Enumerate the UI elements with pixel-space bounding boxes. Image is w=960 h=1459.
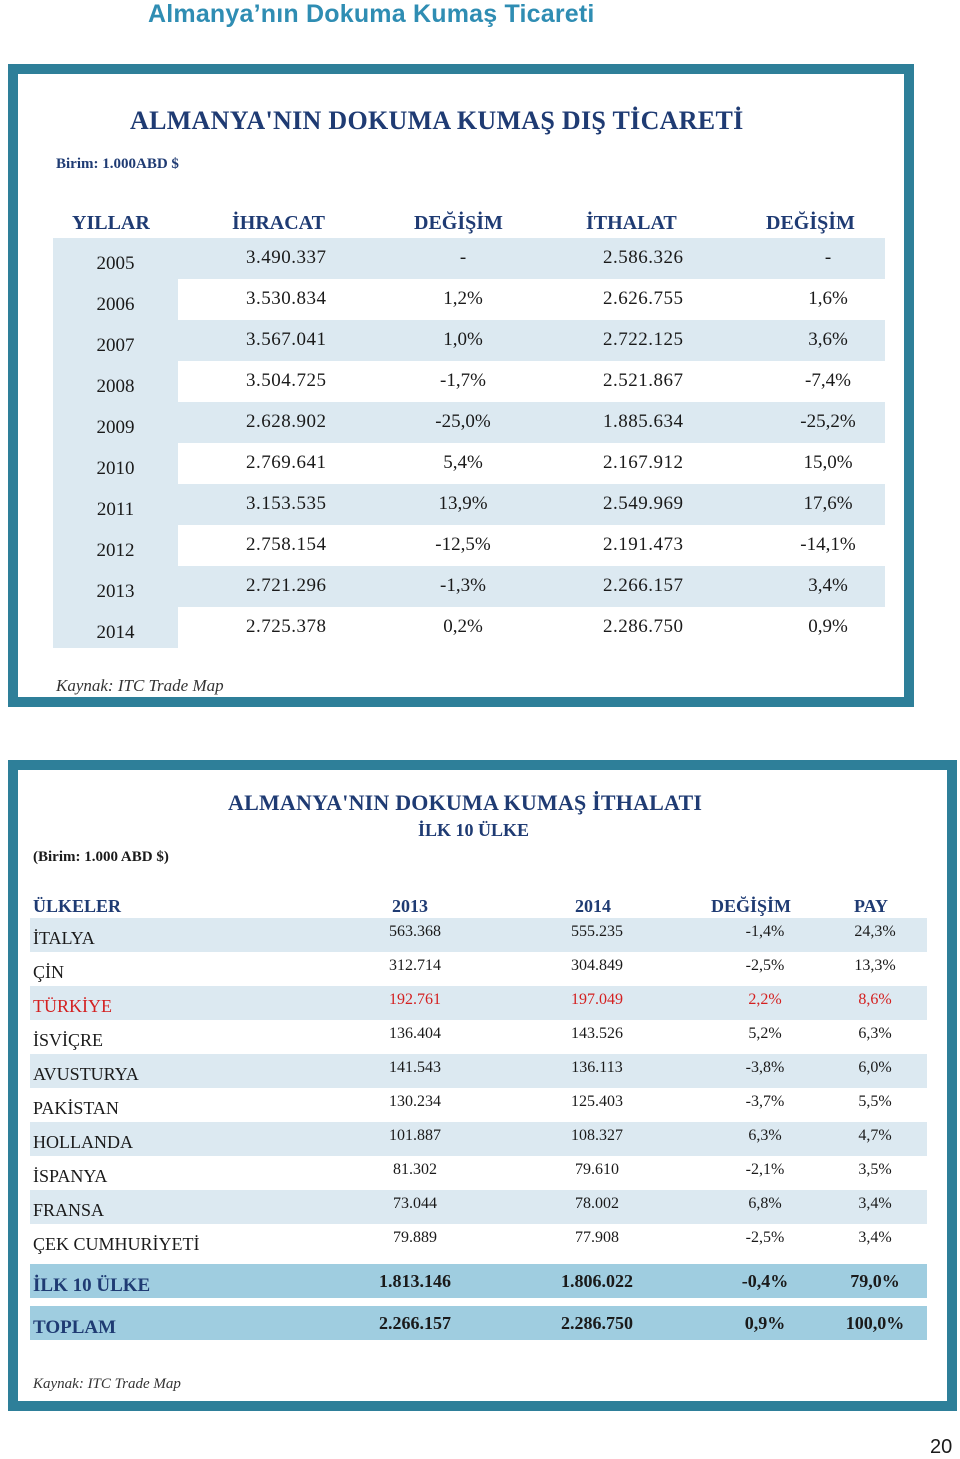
header-countries: ÜLKELER — [33, 896, 122, 916]
cell-year: 2009 — [96, 417, 135, 438]
cell-export: 2.628.902 — [246, 411, 327, 432]
country-row — [30, 1088, 927, 1122]
cell-import-change: 1,6% — [808, 288, 848, 309]
cell-2013: 81.302 — [393, 1161, 437, 1178]
cell-change: -3,8% — [745, 1059, 785, 1076]
cell-export: 2.721.296 — [246, 575, 327, 596]
cell-share: 8,6% — [858, 991, 892, 1008]
cell-export: 3.530.834 — [246, 288, 327, 309]
cell-import-change: 15,0% — [803, 452, 853, 473]
cell-export-change: 13,9% — [438, 493, 488, 514]
cell-export: 2.725.378 — [246, 616, 327, 637]
cell-share: 5,5% — [858, 1093, 892, 1110]
top10-row — [30, 1264, 927, 1298]
total-label: TOPLAM — [33, 1317, 117, 1338]
trade-row — [53, 607, 885, 648]
cell-import: 2.722.125 — [603, 329, 684, 350]
import-panel-body — [18, 770, 947, 1401]
cell-year: 2014 — [96, 622, 135, 643]
trade-row — [53, 443, 885, 484]
total-row — [30, 1306, 927, 1340]
cell-2014: 79.610 — [575, 1161, 619, 1178]
cell-import: 1.885.634 — [603, 411, 684, 432]
cell-country: İSPANYA — [33, 1166, 108, 1186]
country-row — [30, 952, 927, 986]
cell-share: 3,4% — [858, 1195, 892, 1212]
cell-change: -1,4% — [745, 923, 785, 940]
cell-change: 6,8% — [748, 1195, 782, 1212]
cell-country: ÇİN — [33, 962, 64, 982]
cell-export: 3.567.041 — [246, 329, 327, 350]
cell-year: 2012 — [96, 540, 135, 561]
cell-2013: 79.889 — [393, 1229, 437, 1246]
cell-country: HOLLANDA — [33, 1132, 133, 1152]
trade-panel-body — [18, 74, 904, 697]
cell-year: 2010 — [96, 458, 135, 479]
cell-import-change: 3,6% — [808, 329, 848, 350]
cell-share: 13,3% — [854, 957, 896, 974]
cell-change: -2,5% — [745, 1229, 785, 1246]
country-row — [30, 1054, 927, 1088]
cell-2014: 197.049 — [571, 991, 623, 1008]
header-2013: 2013 — [392, 896, 428, 916]
cell-country: FRANSA — [33, 1200, 105, 1220]
cell-share: 24,3% — [854, 923, 896, 940]
import-table-title: ALMANYA'NIN DOKUMA KUMAŞ İTHALATI — [228, 790, 703, 815]
total-2014: 2.286.750 — [561, 1313, 633, 1333]
cell-export-change: -25,0% — [435, 411, 491, 432]
cell-import: 2.286.750 — [603, 616, 684, 637]
trade-row — [53, 320, 885, 361]
top10-change: -0,4% — [741, 1271, 789, 1291]
country-row — [30, 986, 927, 1020]
country-row — [30, 918, 927, 952]
cell-import-change: 0,9% — [808, 616, 848, 637]
cell-export: 3.504.725 — [246, 370, 327, 391]
page-title: Almanya’nın Dokuma Kumaş Ticareti — [148, 0, 595, 28]
header-2014: 2014 — [575, 896, 611, 916]
cell-export-change: 1,2% — [443, 288, 483, 309]
page-number: 20 — [930, 1436, 953, 1458]
trade-row — [53, 361, 885, 402]
cell-change: -2,1% — [745, 1161, 785, 1178]
header-import-change: DEĞİŞİM — [766, 212, 855, 234]
header-change: DEĞİŞİM — [711, 896, 792, 916]
country-row — [30, 1224, 927, 1258]
cell-2014: 77.908 — [575, 1229, 619, 1246]
cell-2013: 101.887 — [389, 1127, 441, 1144]
cell-import: 2.521.867 — [603, 370, 684, 391]
cell-2013: 130.234 — [389, 1093, 441, 1110]
cell-year: 2005 — [96, 253, 135, 274]
cell-export-change: -12,5% — [435, 534, 491, 555]
cell-2013: 136.404 — [389, 1025, 441, 1042]
cell-year: 2007 — [96, 335, 135, 356]
trade-table-rows — [53, 238, 885, 648]
cell-export: 2.769.641 — [246, 452, 327, 473]
cell-2014: 136.113 — [571, 1059, 623, 1076]
cell-country: PAKİSTAN — [33, 1098, 119, 1118]
cell-2014: 78.002 — [575, 1195, 619, 1212]
cell-country: İTALYA — [33, 928, 95, 948]
cell-2013: 563.368 — [389, 923, 441, 940]
import-table-unit: (Birim: 1.000 ABD $) — [33, 849, 169, 865]
cell-share: 4,7% — [858, 1127, 892, 1144]
cell-country: İSVİÇRE — [33, 1030, 104, 1050]
trade-table-title: ALMANYA'NIN DOKUMA KUMAŞ DIŞ TİCARETİ — [130, 106, 744, 135]
cell-import: 2.266.157 — [603, 575, 684, 596]
cell-year: 2008 — [96, 376, 135, 397]
cell-country: TÜRKİYE — [33, 996, 112, 1016]
cell-import-change: 3,4% — [808, 575, 848, 596]
top10-2014: 1.806.022 — [561, 1271, 633, 1291]
total-share: 100,0% — [845, 1313, 905, 1333]
country-row — [30, 1020, 927, 1054]
total-2013: 2.266.157 — [379, 1313, 451, 1333]
cell-year: 2006 — [96, 294, 135, 315]
cell-share: 6,0% — [858, 1059, 892, 1076]
import-table-source: Kaynak: ITC Trade Map — [33, 1376, 181, 1392]
country-row — [30, 1122, 927, 1156]
cell-2014: 143.526 — [571, 1025, 623, 1042]
cell-2014: 125.403 — [571, 1093, 623, 1110]
cell-export-change: -1,7% — [440, 370, 486, 391]
trade-row — [53, 402, 885, 443]
trade-row — [53, 238, 885, 279]
cell-2013: 73.044 — [393, 1195, 437, 1212]
cell-2013: 192.761 — [389, 991, 441, 1008]
cell-import-change: 17,6% — [803, 493, 853, 514]
cell-share: 6,3% — [858, 1025, 892, 1042]
header-import: İTHALAT — [586, 212, 677, 234]
cell-change: 6,3% — [748, 1127, 782, 1144]
import-table-rows — [30, 918, 927, 1258]
cell-export-change: -1,3% — [440, 575, 486, 596]
header-share: PAY — [854, 896, 889, 916]
trade-row — [53, 525, 885, 566]
cell-export: 2.758.154 — [246, 534, 327, 555]
cell-change: -2,5% — [745, 957, 785, 974]
cell-country: AVUSTURYA — [33, 1064, 139, 1084]
country-row — [30, 1156, 927, 1190]
trade-panel — [8, 64, 914, 707]
cell-export-change: 5,4% — [443, 452, 483, 473]
cell-import: 2.167.912 — [603, 452, 684, 473]
import-table-subtitle: İLK 10 ÜLKE — [418, 820, 530, 840]
top10-share: 79,0% — [850, 1271, 900, 1291]
cell-year: 2011 — [96, 499, 135, 520]
cell-import-change: - — [824, 247, 832, 268]
trade-row — [53, 279, 885, 320]
trade-table-unit: Birim: 1.000ABD $ — [56, 156, 179, 172]
cell-export-change: 0,2% — [443, 616, 483, 637]
cell-2014: 108.327 — [571, 1127, 623, 1144]
cell-export-change: - — [459, 247, 467, 268]
cell-change: 2,2% — [748, 991, 782, 1008]
cell-country: ÇEK CUMHURİYETİ — [33, 1234, 200, 1254]
cell-export-change: 1,0% — [443, 329, 483, 350]
top10-2013: 1.813.146 — [379, 1271, 451, 1291]
cell-import: 2.626.755 — [603, 288, 684, 309]
header-export-change: DEĞİŞİM — [414, 212, 503, 234]
trade-table-source: Kaynak: ITC Trade Map — [56, 676, 224, 695]
cell-import: 2.191.473 — [603, 534, 684, 555]
import-panel — [8, 760, 957, 1411]
cell-share: 3,5% — [858, 1161, 892, 1178]
cell-import-change: -7,4% — [805, 370, 851, 391]
cell-2013: 312.714 — [389, 957, 441, 974]
header-years: YILLAR — [72, 212, 150, 234]
country-row — [30, 1190, 927, 1224]
trade-row — [53, 566, 885, 607]
header-export: İHRACAT — [232, 212, 325, 234]
cell-import-change: -14,1% — [800, 534, 856, 555]
trade-row — [53, 484, 885, 525]
cell-2014: 304.849 — [571, 957, 623, 974]
cell-year: 2013 — [96, 581, 135, 602]
cell-import: 2.586.326 — [603, 247, 684, 268]
cell-export: 3.153.535 — [246, 493, 327, 514]
cell-import-change: -25,2% — [800, 411, 856, 432]
top10-label: İLK 10 ÜLKE — [33, 1275, 151, 1296]
cell-share: 3,4% — [858, 1229, 892, 1246]
cell-2014: 555.235 — [571, 923, 623, 940]
cell-change: -3,7% — [745, 1093, 785, 1110]
cell-export: 3.490.337 — [246, 247, 327, 268]
cell-change: 5,2% — [748, 1025, 782, 1042]
cell-import: 2.549.969 — [603, 493, 684, 514]
cell-2013: 141.543 — [389, 1059, 441, 1076]
total-change: 0,9% — [744, 1313, 786, 1333]
